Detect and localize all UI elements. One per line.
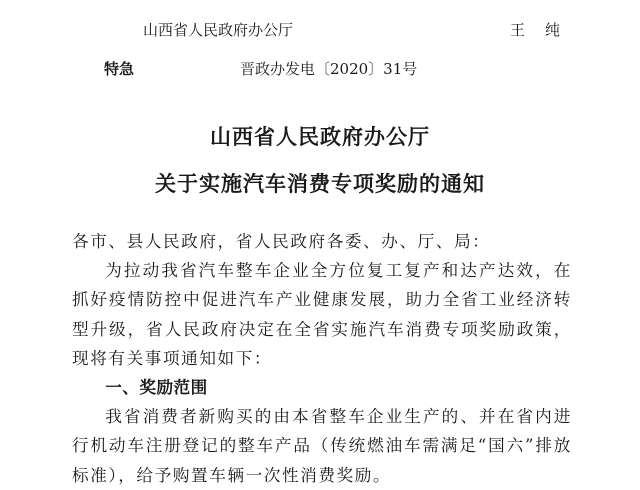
section-paragraph: 我省消费者新购买的由本省整车企业生产的、并在省内进行机动车注册登记的整车产品（传统燃油车需满足“国六”排放标准），给予购置车辆一次性消费奖励。 (72, 407, 572, 485)
salutation: 各市、县人民政府，省人民政府各委、办、厅、局： (72, 232, 491, 251)
title-line-2: 关于实施汽车消费专项奖励的通知 (155, 171, 485, 196)
intro-paragraph: 为拉动我省汽车整车企业全方位复工复产和达产达效，在抓好疫情防控中促进汽车产业健康发展，助力全省工业经济转型升级，省人民政府决定在全省实施汽车消费专项奖励政策，现将有关事项通知如下： (72, 261, 572, 368)
signer-name: 王纯 (510, 21, 581, 39)
section-heading: 一、奖励范围 (105, 378, 208, 398)
document-number: 晋政办发电〔2020〕31号 (240, 60, 418, 78)
issuing-office: 山西省人民政府办公厅 (143, 21, 294, 39)
title-line-1: 山西省人民政府办公厅 (210, 124, 430, 149)
urgency-level: 特急 (104, 60, 135, 78)
document-body (72, 227, 572, 490)
